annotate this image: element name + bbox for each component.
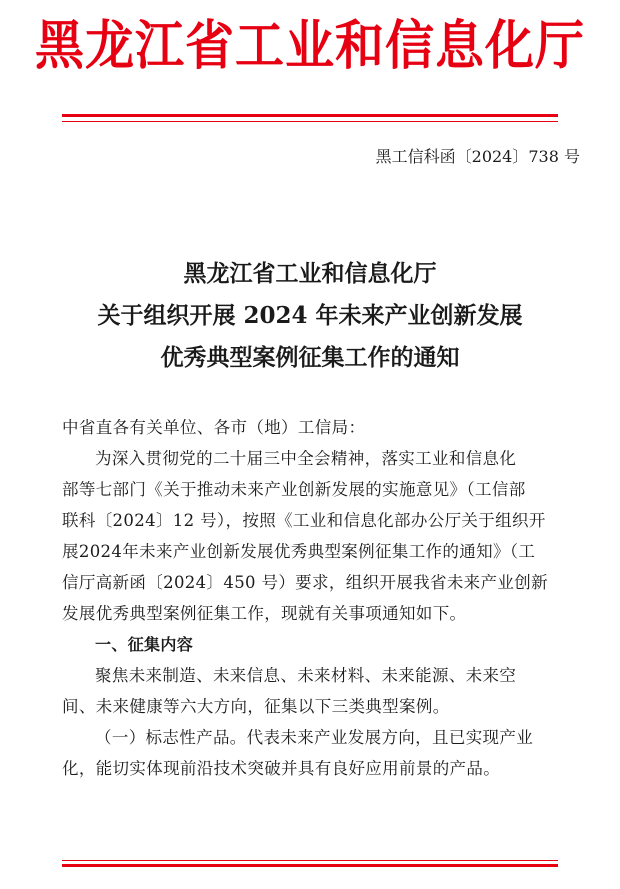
paragraph-2-line-1: 聚焦未来制造、未来信息、未来材料、未来能源、未来空 bbox=[95, 666, 517, 685]
footer-rule-thick bbox=[62, 864, 558, 867]
salutation bbox=[62, 412, 562, 443]
masthead-rule-thin bbox=[62, 121, 558, 122]
masthead-rule-thick bbox=[62, 114, 558, 117]
section-heading-1: 一、征集内容 bbox=[95, 635, 194, 654]
salutation-text: 中省直各有关单位、各市（地）工信局： bbox=[62, 418, 366, 437]
masthead-title: 黑龙江省工业和信息化厅 bbox=[34, 14, 585, 77]
document-title bbox=[0, 253, 620, 379]
paragraph-1-line-1: 为深入贯彻党的二十届三中全会精神，落实工业和信息化 bbox=[95, 449, 517, 468]
footer-rule-thin bbox=[62, 860, 558, 861]
paragraph-1-line-3: 联科〔2024〕12 号），按照《工业和信息化部办公厅关于组织开 bbox=[62, 511, 546, 530]
paragraph-3-line-1: （一）标志性产品。代表未来产业发展方向，且已实现产业 bbox=[95, 728, 534, 747]
paragraph-1-line-6: 发展优秀典型案例征集工作，现就有关事项通知如下。 bbox=[62, 604, 467, 623]
paragraph-1-line-2: 部等七部门《关于推动未来产业创新发展的实施意见》（工信部 bbox=[62, 480, 526, 499]
document-body bbox=[62, 443, 562, 784]
paragraph-1-line-5: 信厅高新函〔2024〕450 号）要求，组织开展我省未来产业创新 bbox=[62, 573, 548, 592]
title-line-3: 优秀典型案例征集工作的通知 bbox=[160, 344, 460, 371]
paragraph-1-line-4: 展2024年未来产业创新发展优秀典型案例征集工作的通知》（工 bbox=[62, 542, 536, 561]
title-line-1: 黑龙江省工业和信息化厅 bbox=[183, 260, 437, 287]
paragraph-3-line-2: 化，能切实体现前沿技术突破并具有良好应用前景的产品。 bbox=[62, 759, 501, 778]
document-number: 黑工信科函〔2024〕738 号 bbox=[375, 147, 580, 166]
paragraph-2-line-2: 间、未来健康等六大方向，征集以下三类典型案例。 bbox=[62, 697, 450, 716]
title-line-2: 关于组织开展 2024 年未来产业创新发展 bbox=[97, 302, 523, 329]
